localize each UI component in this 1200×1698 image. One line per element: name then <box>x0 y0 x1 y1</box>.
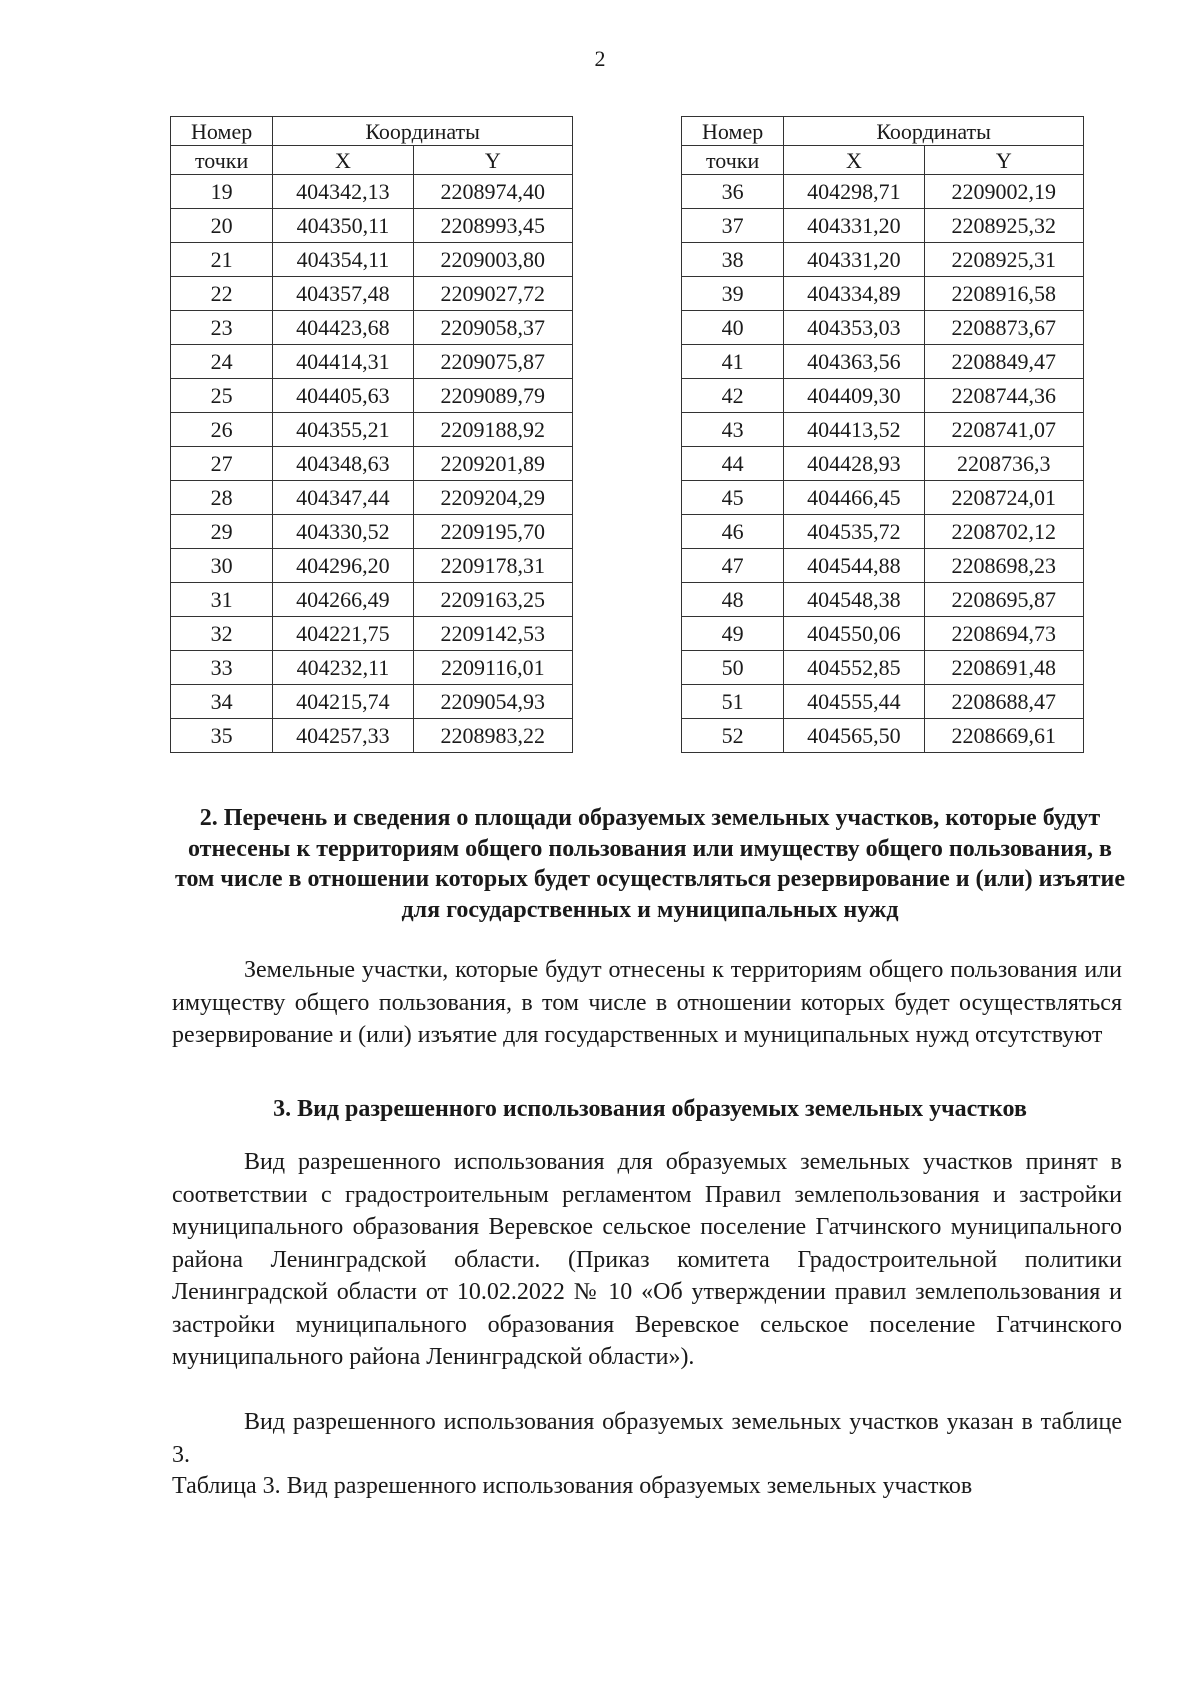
point-number-cell: 19 <box>171 175 273 209</box>
x-coordinate-cell: 404350,11 <box>273 209 413 243</box>
x-coordinate-cell: 404298,71 <box>784 175 924 209</box>
table-row <box>682 379 1084 413</box>
header-x: X <box>273 146 413 175</box>
y-coordinate-cell: 2209116,01 <box>413 651 572 685</box>
header-point-number: Номер <box>171 117 273 146</box>
y-coordinate-cell: 2209201,89 <box>413 447 572 481</box>
x-coordinate-cell: 404266,49 <box>273 583 413 617</box>
point-number-cell: 25 <box>171 379 273 413</box>
table-row <box>171 175 573 209</box>
point-number-cell: 39 <box>682 277 784 311</box>
y-coordinate-cell: 2209058,37 <box>413 311 572 345</box>
x-coordinate-cell: 404232,11 <box>273 651 413 685</box>
x-coordinate-cell: 404296,20 <box>273 549 413 583</box>
y-coordinate-cell: 2208925,32 <box>924 209 1083 243</box>
table-row <box>682 481 1084 515</box>
header-point-number-line2: точки <box>171 146 273 175</box>
x-coordinate-cell: 404330,52 <box>273 515 413 549</box>
table-row <box>171 209 573 243</box>
point-number-cell: 20 <box>171 209 273 243</box>
header-coordinates: Координаты <box>784 117 1084 146</box>
x-coordinate-cell: 404334,89 <box>784 277 924 311</box>
y-coordinate-cell: 2208974,40 <box>413 175 572 209</box>
y-coordinate-cell: 2209075,87 <box>413 345 572 379</box>
coordinates-table-right <box>681 116 1084 753</box>
table-row <box>682 209 1084 243</box>
point-number-cell: 47 <box>682 549 784 583</box>
page-number: 2 <box>594 46 606 71</box>
table-row <box>682 175 1084 209</box>
point-number-cell: 27 <box>171 447 273 481</box>
x-coordinate-cell: 404414,31 <box>273 345 413 379</box>
point-number-cell: 43 <box>682 413 784 447</box>
x-coordinate-cell: 404221,75 <box>273 617 413 651</box>
y-coordinate-cell: 2208694,73 <box>924 617 1083 651</box>
x-coordinate-cell: 404544,88 <box>784 549 924 583</box>
x-coordinate-cell: 404348,63 <box>273 447 413 481</box>
table-row <box>171 685 573 719</box>
table-row <box>682 413 1084 447</box>
point-number-cell: 31 <box>171 583 273 617</box>
y-coordinate-cell: 2208669,61 <box>924 719 1083 753</box>
header-coordinates: Координаты <box>273 117 573 146</box>
point-number-cell: 41 <box>682 345 784 379</box>
table-row <box>171 311 573 345</box>
header-y: Y <box>413 146 572 175</box>
x-coordinate-cell: 404215,74 <box>273 685 413 719</box>
table-row <box>682 345 1084 379</box>
x-coordinate-cell: 404331,20 <box>784 243 924 277</box>
x-coordinate-cell: 404423,68 <box>273 311 413 345</box>
x-coordinate-cell: 404355,21 <box>273 413 413 447</box>
x-coordinate-cell: 404357,48 <box>273 277 413 311</box>
x-coordinate-cell: 404353,03 <box>784 311 924 345</box>
y-coordinate-cell: 2209142,53 <box>413 617 572 651</box>
y-coordinate-cell: 2208724,01 <box>924 481 1083 515</box>
y-coordinate-cell: 2208691,48 <box>924 651 1083 685</box>
point-number-cell: 30 <box>171 549 273 583</box>
point-number-cell: 29 <box>171 515 273 549</box>
y-coordinate-cell: 2208916,58 <box>924 277 1083 311</box>
x-coordinate-cell: 404565,50 <box>784 719 924 753</box>
section-2-text: Земельные участки, которые будут отнесены к территориям общего пользования или имуществу общего пользования, в том числе в отношении которых будет осуществляться резервирование и (или) изъятие для государственных и муниципальных нужд отсутствуют <box>172 957 1122 1048</box>
table-row <box>682 447 1084 481</box>
point-number-cell: 32 <box>171 617 273 651</box>
x-coordinate-cell: 404405,63 <box>273 379 413 413</box>
table-row <box>682 243 1084 277</box>
point-number-cell: 21 <box>171 243 273 277</box>
point-number-cell: 34 <box>171 685 273 719</box>
point-number-cell: 36 <box>682 175 784 209</box>
x-coordinate-cell: 404550,06 <box>784 617 924 651</box>
y-coordinate-cell: 2208873,67 <box>924 311 1083 345</box>
y-coordinate-cell: 2208849,47 <box>924 345 1083 379</box>
table-row <box>682 311 1084 345</box>
point-number-cell: 51 <box>682 685 784 719</box>
x-coordinate-cell: 404409,30 <box>784 379 924 413</box>
table-row <box>682 719 1084 753</box>
point-number-cell: 28 <box>171 481 273 515</box>
point-number-cell: 35 <box>171 719 273 753</box>
table-row <box>171 243 573 277</box>
table-row <box>171 515 573 549</box>
point-number-cell: 52 <box>682 719 784 753</box>
y-coordinate-cell: 2209002,19 <box>924 175 1083 209</box>
section-2-heading: 2. Перечень и сведения о площади образуемых земельных участков, которые будут отнесены к территориям общего пользования или имуществу общего пользования, в том числе в отношении которых будет осуществляться резервирование и (или) изъятие для государственных и муниципальных нужд <box>175 805 1125 923</box>
point-number-cell: 44 <box>682 447 784 481</box>
y-coordinate-cell: 2209178,31 <box>413 549 572 583</box>
x-coordinate-cell: 404347,44 <box>273 481 413 515</box>
header-y: Y <box>924 146 1083 175</box>
point-number-cell: 22 <box>171 277 273 311</box>
y-coordinate-cell: 2209163,25 <box>413 583 572 617</box>
x-coordinate-cell: 404257,33 <box>273 719 413 753</box>
table-row <box>682 583 1084 617</box>
y-coordinate-cell: 2209195,70 <box>413 515 572 549</box>
header-x: X <box>784 146 924 175</box>
section-3-heading: 3. Вид разрешенного использования образуемых земельных участков <box>273 1096 1027 1122</box>
point-number-cell: 46 <box>682 515 784 549</box>
table-row <box>682 515 1084 549</box>
y-coordinate-cell: 2208688,47 <box>924 685 1083 719</box>
x-coordinate-cell: 404342,13 <box>273 175 413 209</box>
point-number-cell: 23 <box>171 311 273 345</box>
y-coordinate-cell: 2208736,3 <box>924 447 1083 481</box>
y-coordinate-cell: 2208698,23 <box>924 549 1083 583</box>
table-row <box>682 617 1084 651</box>
point-number-cell: 26 <box>171 413 273 447</box>
x-coordinate-cell: 404466,45 <box>784 481 924 515</box>
point-number-cell: 48 <box>682 583 784 617</box>
point-number-cell: 37 <box>682 209 784 243</box>
point-number-cell: 45 <box>682 481 784 515</box>
point-number-cell: 50 <box>682 651 784 685</box>
y-coordinate-cell: 2208983,22 <box>413 719 572 753</box>
table-row <box>682 277 1084 311</box>
point-number-cell: 42 <box>682 379 784 413</box>
y-coordinate-cell: 2209089,79 <box>413 379 572 413</box>
y-coordinate-cell: 2209027,72 <box>413 277 572 311</box>
table-row <box>171 379 573 413</box>
point-number-cell: 49 <box>682 617 784 651</box>
table-row <box>171 719 573 753</box>
table-row <box>682 549 1084 583</box>
table-row <box>171 651 573 685</box>
table-row <box>171 617 573 651</box>
table-row <box>171 549 573 583</box>
y-coordinate-cell: 2208702,12 <box>924 515 1083 549</box>
x-coordinate-cell: 404555,44 <box>784 685 924 719</box>
y-coordinate-cell: 2208925,31 <box>924 243 1083 277</box>
table-row <box>171 481 573 515</box>
point-number-cell: 40 <box>682 311 784 345</box>
table-row <box>171 345 573 379</box>
table-row <box>171 277 573 311</box>
table-row <box>171 583 573 617</box>
x-coordinate-cell: 404413,52 <box>784 413 924 447</box>
x-coordinate-cell: 404354,11 <box>273 243 413 277</box>
y-coordinate-cell: 2209003,80 <box>413 243 572 277</box>
section-3-paragraph-1: Вид разрешенного использования для образуемых земельных участков принят в соответствии с градостроительным регламентом Правил землепользования и застройки муниципального образования Веревское сельское поселение Гатчинского муниципального района Ленинградской области. (Приказ комитета Градостроительной политики Ленинградской области от 10.02.2022 № 10 «Об утверждении правил землепользования и застройки муниципального образования Веревское сельское поселение Гатчинского муниципального района Ленинградской области»). <box>172 1149 1122 1370</box>
point-number-cell: 33 <box>171 651 273 685</box>
y-coordinate-cell: 2209204,29 <box>413 481 572 515</box>
y-coordinate-cell: 2209188,92 <box>413 413 572 447</box>
y-coordinate-cell: 2208695,87 <box>924 583 1083 617</box>
table-row <box>171 447 573 481</box>
x-coordinate-cell: 404363,56 <box>784 345 924 379</box>
header-point-number-line2: точки <box>682 146 784 175</box>
table-row <box>682 685 1084 719</box>
point-number-cell: 38 <box>682 243 784 277</box>
x-coordinate-cell: 404428,93 <box>784 447 924 481</box>
table-row <box>171 413 573 447</box>
table-row <box>682 651 1084 685</box>
y-coordinate-cell: 2208993,45 <box>413 209 572 243</box>
y-coordinate-cell: 2208744,36 <box>924 379 1083 413</box>
table-3-caption: Таблица 3. Вид разрешенного использования образуемых земельных участков <box>172 1473 973 1499</box>
header-point-number: Номер <box>682 117 784 146</box>
x-coordinate-cell: 404331,20 <box>784 209 924 243</box>
y-coordinate-cell: 2209054,93 <box>413 685 572 719</box>
section-3-paragraph-2: Вид разрешенного использования образуемых земельных участков указан в таблице 3. <box>172 1409 1122 1468</box>
x-coordinate-cell: 404552,85 <box>784 651 924 685</box>
point-number-cell: 24 <box>171 345 273 379</box>
x-coordinate-cell: 404548,38 <box>784 583 924 617</box>
x-coordinate-cell: 404535,72 <box>784 515 924 549</box>
coordinates-table-left <box>170 116 573 753</box>
y-coordinate-cell: 2208741,07 <box>924 413 1083 447</box>
